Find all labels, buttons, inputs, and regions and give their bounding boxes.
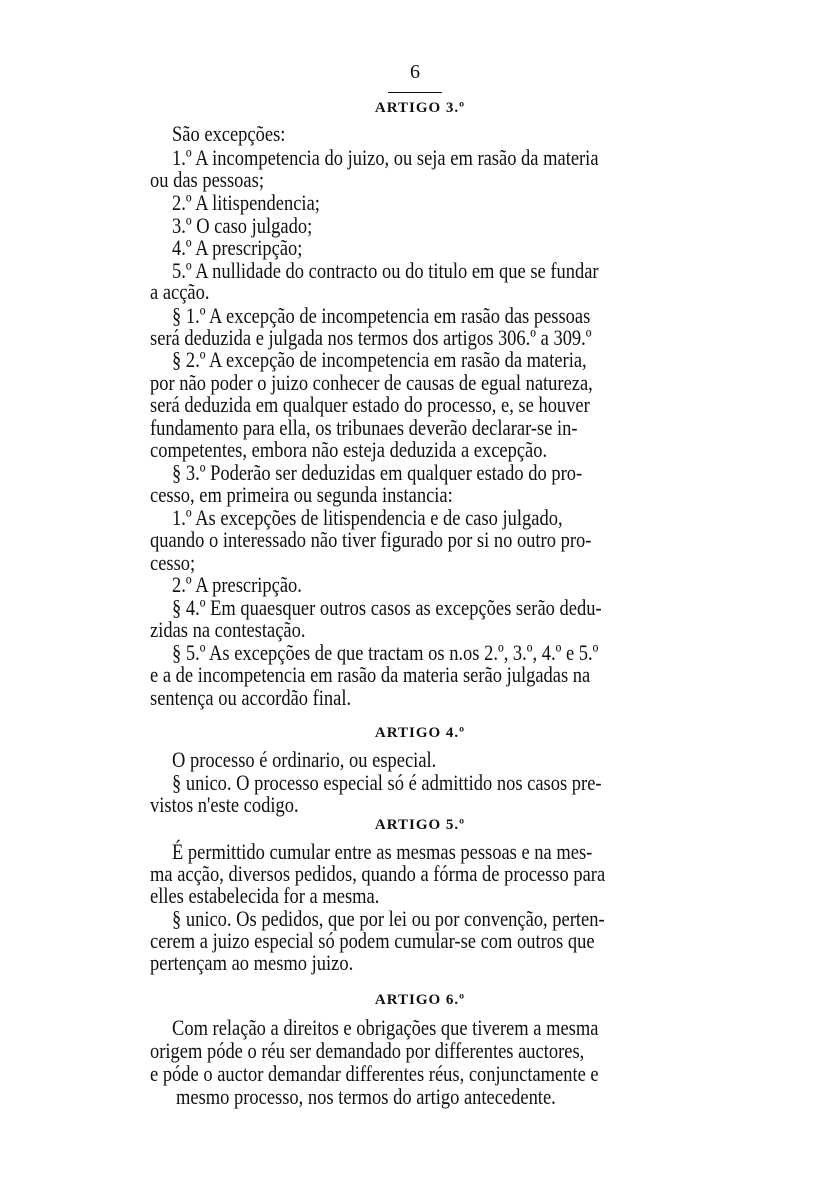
article-3-line: será deduzida e julgada nos termos dos artigos 306.º a 309.º [150,325,592,350]
article-3-line: a acção. [150,279,210,304]
article-3-line: zidas na contestação. [150,617,306,642]
article-6-line: e póde o auctor demandar differentes réus, conjunctamente e [150,1061,599,1086]
article-3-line: 1.º A incompetencia do juizo, ou seja em rasão da materia [172,145,599,170]
article-3-line: 1.º As excepções de litispendencia e de caso julgado, [172,505,563,530]
page-number-rule [388,92,442,93]
article-3-line: cesso, em primeira ou segunda instancia: [150,482,453,507]
article-3-heading: ARTIGO 3.º [374,100,466,116]
article-3-line: por não poder o juizo conhecer de causas de egual natureza, [150,370,593,395]
article-4-heading: ARTIGO 4.º [374,725,466,741]
article-3-line: fundamento para ella, os tribunaes deverão declarar-se in- [150,415,578,440]
article-6-heading: ARTIGO 6.º [374,992,466,1008]
article-3-line: e a de incompetencia em rasão da materia serão julgadas na [150,662,591,687]
article-3-line: § 4.º Em quaesquer outros casos as excepções serão dedu- [172,595,602,620]
article-3-line: § 5.º As excepções de que tractam os n.os 2.º, 3.º, 4.º e 5.º [172,640,599,665]
article-3-line: ou das pessoas; [150,167,264,192]
article-3-line: São excepções: [172,121,286,146]
article-3-line: cesso; [150,550,196,575]
article-5-line: É permittido cumular entre as mesmas pessoas e na mes- [172,839,593,864]
article-6-line: mesmo processo, nos termos do artigo antecedente. [176,1084,556,1109]
article-3-line: § 3.º Poderão ser deduzidas em qualquer estado do pro- [172,460,583,485]
article-5-heading: ARTIGO 5.º [374,817,466,833]
article-3-line: 2.º A litispendencia; [172,190,320,215]
article-4-line: § unico. O processo especial só é admittido nos casos pre- [172,770,602,795]
page-number: 6 [410,61,420,83]
article-3-line: 4.º A prescripção; [172,235,303,260]
article-5-line: ma acção, diversos pedidos, quando a fórma de processo para [150,861,606,886]
article-4-line: O processo é ordinario, ou especial. [172,747,437,772]
article-5-line: pertençam ao mesmo juizo. [150,950,354,975]
article-3-line: competentes, embora não esteja deduzida a excepção. [150,437,548,462]
article-5-line: cerem a juizo especial só podem cumular-se com outros que [150,928,595,953]
article-3-line: sentença ou accordão final. [150,685,352,710]
article-3-line: § 1.º A excepção de incompetencia em rasão das pessoas [172,303,591,328]
article-3-line: 3.º O caso julgado; [172,213,313,238]
article-6-line: origem póde o réu ser demandado por differentes auctores, [150,1038,585,1063]
article-3-line: quando o interessado não tiver figurado por si no outro pro- [150,527,592,552]
article-6-line: Com relação a direitos e obrigações que tiverem a mesma [172,1015,599,1040]
article-4-line: vistos n'este codigo. [150,792,299,817]
article-5-line: elles estabelecida for a mesma. [150,883,380,908]
article-3-line: 2.º A prescripção. [172,572,302,597]
article-3-line: será deduzida em qualquer estado do processo, e, se houver [150,392,590,417]
article-3-line: § 2.º A excepção de incompetencia em rasão da materia, [172,347,587,372]
article-5-line: § unico. Os pedidos, que por lei ou por convenção, perten- [172,906,605,931]
article-3-line: 5.º A nullidade do contracto ou do titulo em que se fundar [172,258,599,283]
